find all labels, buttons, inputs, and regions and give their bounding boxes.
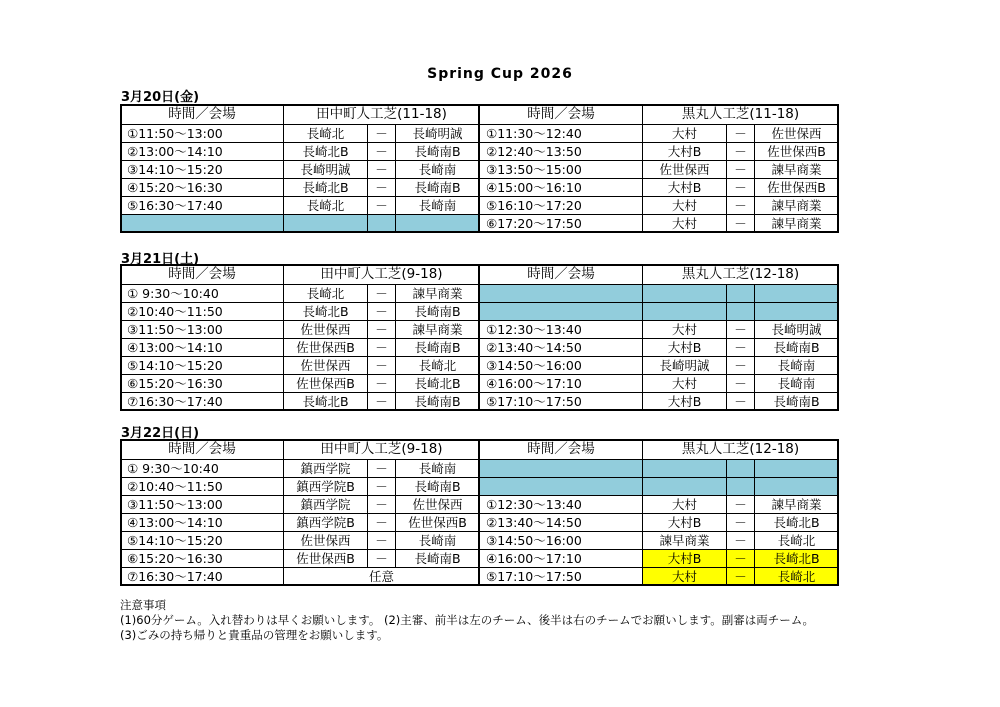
away-team: 佐世保西B [396, 514, 480, 532]
home-team: 佐世保西B [284, 375, 368, 393]
versus-separator: － [727, 339, 755, 357]
header-venue-a: 田中町人工芝(9-18) [284, 265, 480, 285]
empty-slot [755, 460, 839, 478]
away-team: 長崎北B [396, 375, 480, 393]
home-team: 長崎北B [284, 303, 368, 321]
home-team: 長崎北B [284, 179, 368, 197]
table-row [121, 478, 839, 496]
away-team: 長崎南B [396, 143, 480, 161]
empty-slot [727, 285, 755, 303]
versus-separator: － [368, 179, 396, 197]
versus-separator: － [368, 285, 396, 303]
table-row [121, 215, 839, 233]
versus-separator: － [727, 197, 755, 215]
home-team: 大村B [643, 143, 727, 161]
versus-separator: － [368, 303, 396, 321]
home-team: 鎮西学院B [284, 514, 368, 532]
header-venue-a: 田中町人工芝(11-18) [284, 105, 480, 125]
empty-slot [368, 215, 396, 233]
versus-separator: － [727, 568, 755, 586]
versus-separator: － [727, 393, 755, 411]
home-team: 大村 [643, 215, 727, 233]
table-row [121, 375, 839, 393]
match-time: ①11:50～13:00 [121, 125, 284, 143]
versus-separator: － [727, 125, 755, 143]
match-time: ②10:40～11:50 [121, 478, 284, 496]
table-row [121, 303, 839, 321]
away-team: 諫早商業 [396, 321, 480, 339]
versus-separator: － [368, 550, 396, 568]
header-time: 時間／会場 [480, 265, 643, 285]
match-time: ⑤14:10～15:20 [121, 357, 284, 375]
versus-separator: － [727, 179, 755, 197]
match-time: ③14:50～16:00 [480, 357, 643, 375]
home-team: 大村B [643, 550, 727, 568]
away-team: 佐世保西 [755, 125, 839, 143]
match-time: ③14:10～15:20 [121, 161, 284, 179]
versus-separator: － [368, 125, 396, 143]
home-team: 大村B [643, 339, 727, 357]
home-team: 佐世保西B [284, 339, 368, 357]
home-team: 長崎北B [284, 143, 368, 161]
away-team: 長崎南B [755, 393, 839, 411]
home-team: 長崎北B [284, 393, 368, 411]
away-team: 諫早商業 [755, 215, 839, 233]
away-team: 長崎南B [396, 179, 480, 197]
home-team: 佐世保西 [284, 321, 368, 339]
match-time: ③11:50～13:00 [121, 321, 284, 339]
header-venue-a: 田中町人工芝(9-18) [284, 440, 480, 460]
empty-slot [727, 460, 755, 478]
table-row [121, 161, 839, 179]
match-time: ⑤17:10～17:50 [480, 568, 643, 586]
note-line: (3)ごみの持ち帰りと貴重品の管理をお願いします。 [120, 628, 389, 642]
away-team: 佐世保西 [396, 496, 480, 514]
note-line: (1)60分ゲーム。入れ替わりは早くお願いします。 (2)主審、前半は左のチーム、後半は右のチームでお願いします。副審は両チーム。 [120, 613, 815, 627]
match-time: ①12:30～13:40 [480, 321, 643, 339]
match-time: ④13:00～14:10 [121, 514, 284, 532]
away-team: 長崎北 [755, 532, 839, 550]
home-team: 大村 [643, 321, 727, 339]
match-time: ③13:50～15:00 [480, 161, 643, 179]
match-time: ⑤14:10～15:20 [121, 532, 284, 550]
home-team: 大村 [643, 568, 727, 586]
header-time: 時間／会場 [121, 265, 284, 285]
versus-separator: － [727, 514, 755, 532]
versus-separator: － [368, 197, 396, 215]
home-team: 鎮西学院 [284, 496, 368, 514]
versus-separator: － [727, 375, 755, 393]
home-team: 佐世保西B [284, 550, 368, 568]
table-row [121, 125, 839, 143]
away-team: 長崎南 [396, 161, 480, 179]
match-time: ②12:40～13:50 [480, 143, 643, 161]
day-date-label: 3月22日(日) [121, 426, 200, 441]
away-team: 長崎南B [755, 339, 839, 357]
home-team: 鎮西学院 [284, 460, 368, 478]
table-row [121, 357, 839, 375]
versus-separator: － [368, 375, 396, 393]
versus-separator: － [727, 161, 755, 179]
empty-slot [396, 215, 480, 233]
empty-slot [643, 478, 727, 496]
versus-separator: － [368, 143, 396, 161]
home-team: 大村 [643, 125, 727, 143]
empty-slot [643, 460, 727, 478]
table-header-row [121, 265, 839, 285]
header-time: 時間／会場 [121, 440, 284, 460]
notes [120, 598, 814, 643]
versus-separator: － [727, 357, 755, 375]
empty-slot [727, 303, 755, 321]
versus-separator: － [368, 496, 396, 514]
versus-separator: － [727, 143, 755, 161]
home-team: 大村 [643, 197, 727, 215]
versus-separator: － [368, 161, 396, 179]
home-team: 大村 [643, 375, 727, 393]
match-time: ②13:00～14:10 [121, 143, 284, 161]
table-row [121, 532, 839, 550]
versus-separator: － [368, 532, 396, 550]
versus-separator: － [727, 532, 755, 550]
home-team: 鎮西学院B [284, 478, 368, 496]
empty-slot [284, 215, 368, 233]
away-team: 長崎南 [755, 375, 839, 393]
versus-separator: － [727, 215, 755, 233]
match-time: ⑥15:20～16:30 [121, 375, 284, 393]
match-time: ⑦16:30～17:40 [121, 568, 284, 586]
table-row [121, 568, 839, 586]
versus-separator: － [368, 514, 396, 532]
empty-slot [480, 303, 643, 321]
away-team: 長崎明誠 [396, 125, 480, 143]
table-row [121, 514, 839, 532]
match-time: ④15:20～16:30 [121, 179, 284, 197]
away-team: 諫早商業 [755, 197, 839, 215]
empty-slot [643, 285, 727, 303]
empty-slot [755, 285, 839, 303]
table-row [121, 339, 839, 357]
away-team: 長崎南B [396, 550, 480, 568]
away-team: 長崎南 [396, 532, 480, 550]
away-team: 諫早商業 [755, 496, 839, 514]
table-row [121, 143, 839, 161]
table-row [121, 321, 839, 339]
home-team: 長崎北 [284, 125, 368, 143]
empty-slot [755, 303, 839, 321]
match-time: ⑥15:20～16:30 [121, 550, 284, 568]
notes-heading: 注意事項 [120, 598, 166, 612]
empty-slot [643, 303, 727, 321]
schedule-table [120, 104, 839, 233]
away-team: 長崎南 [755, 357, 839, 375]
empty-slot [480, 285, 643, 303]
home-team: 佐世保西 [284, 532, 368, 550]
schedule-table [120, 439, 839, 586]
header-venue-b: 黒丸人工芝(12-18) [643, 265, 839, 285]
match-time: ②10:40～11:50 [121, 303, 284, 321]
home-team: 大村B [643, 179, 727, 197]
versus-separator: － [368, 339, 396, 357]
away-team: 長崎南B [396, 393, 480, 411]
match-time: ③14:50～16:00 [480, 532, 643, 550]
home-team: 長崎北 [284, 285, 368, 303]
table-row [121, 197, 839, 215]
empty-slot [121, 215, 284, 233]
versus-separator: － [727, 321, 755, 339]
header-time: 時間／会場 [121, 105, 284, 125]
header-venue-b: 黒丸人工芝(11-18) [643, 105, 839, 125]
away-team: 佐世保西B [755, 179, 839, 197]
versus-separator: － [368, 460, 396, 478]
header-venue-b: 黒丸人工芝(12-18) [643, 440, 839, 460]
match-time: ④15:00～16:10 [480, 179, 643, 197]
home-team: 佐世保西 [643, 161, 727, 179]
home-team: 諫早商業 [643, 532, 727, 550]
table-header-row [121, 440, 839, 460]
match-time: ⑤16:30～17:40 [121, 197, 284, 215]
empty-slot [727, 478, 755, 496]
match-time: ① 9:30～10:40 [121, 460, 284, 478]
match-time: ⑦16:30～17:40 [121, 393, 284, 411]
versus-separator: － [368, 357, 396, 375]
match-time: ⑥17:20～17:50 [480, 215, 643, 233]
page-title: Spring Cup 2026 [427, 66, 573, 82]
versus-separator: － [727, 550, 755, 568]
match-time: ④13:00～14:10 [121, 339, 284, 357]
match-time: ④16:00～17:10 [480, 550, 643, 568]
away-team: 長崎北B [755, 514, 839, 532]
table-row [121, 496, 839, 514]
match-time: ⑤16:10～17:20 [480, 197, 643, 215]
empty-slot [480, 460, 643, 478]
header-time: 時間／会場 [480, 440, 643, 460]
match-time: ④16:00～17:10 [480, 375, 643, 393]
home-team: 佐世保西 [284, 357, 368, 375]
match-time: ①12:30～13:40 [480, 496, 643, 514]
versus-separator: － [368, 321, 396, 339]
day-date-label: 3月21日(土) [121, 252, 200, 267]
match-time: ①11:30～12:40 [480, 125, 643, 143]
away-team: 諫早商業 [755, 161, 839, 179]
away-team: 長崎明誠 [755, 321, 839, 339]
match-time: ③11:50～13:00 [121, 496, 284, 514]
table-row [121, 179, 839, 197]
versus-separator: － [368, 393, 396, 411]
home-team: 大村B [643, 514, 727, 532]
empty-slot [480, 478, 643, 496]
match-time: ②13:40～14:50 [480, 514, 643, 532]
table-header-row [121, 105, 839, 125]
table-row [121, 550, 839, 568]
match-time: ⑤17:10～17:50 [480, 393, 643, 411]
away-team: 長崎南 [396, 460, 480, 478]
match-time: ②13:40～14:50 [480, 339, 643, 357]
home-team: 長崎北 [284, 197, 368, 215]
match-free-slot: 任意 [284, 568, 480, 586]
away-team: 長崎南 [396, 197, 480, 215]
header-time: 時間／会場 [480, 105, 643, 125]
away-team: 長崎北 [396, 357, 480, 375]
table-row [121, 285, 839, 303]
empty-slot [755, 478, 839, 496]
home-team: 大村B [643, 393, 727, 411]
versus-separator: － [368, 478, 396, 496]
away-team: 長崎南B [396, 478, 480, 496]
away-team: 諫早商業 [396, 285, 480, 303]
versus-separator: － [727, 496, 755, 514]
schedule-table [120, 264, 839, 411]
home-team: 長崎明誠 [643, 357, 727, 375]
table-row [121, 393, 839, 411]
home-team: 長崎明誠 [284, 161, 368, 179]
home-team: 大村 [643, 496, 727, 514]
away-team: 長崎南B [396, 303, 480, 321]
away-team: 佐世保西B [755, 143, 839, 161]
table-row [121, 460, 839, 478]
match-time: ① 9:30～10:40 [121, 285, 284, 303]
away-team: 長崎南B [396, 339, 480, 357]
away-team: 長崎北 [755, 568, 839, 586]
away-team: 長崎北B [755, 550, 839, 568]
day-date-label: 3月20日(金) [121, 90, 200, 105]
